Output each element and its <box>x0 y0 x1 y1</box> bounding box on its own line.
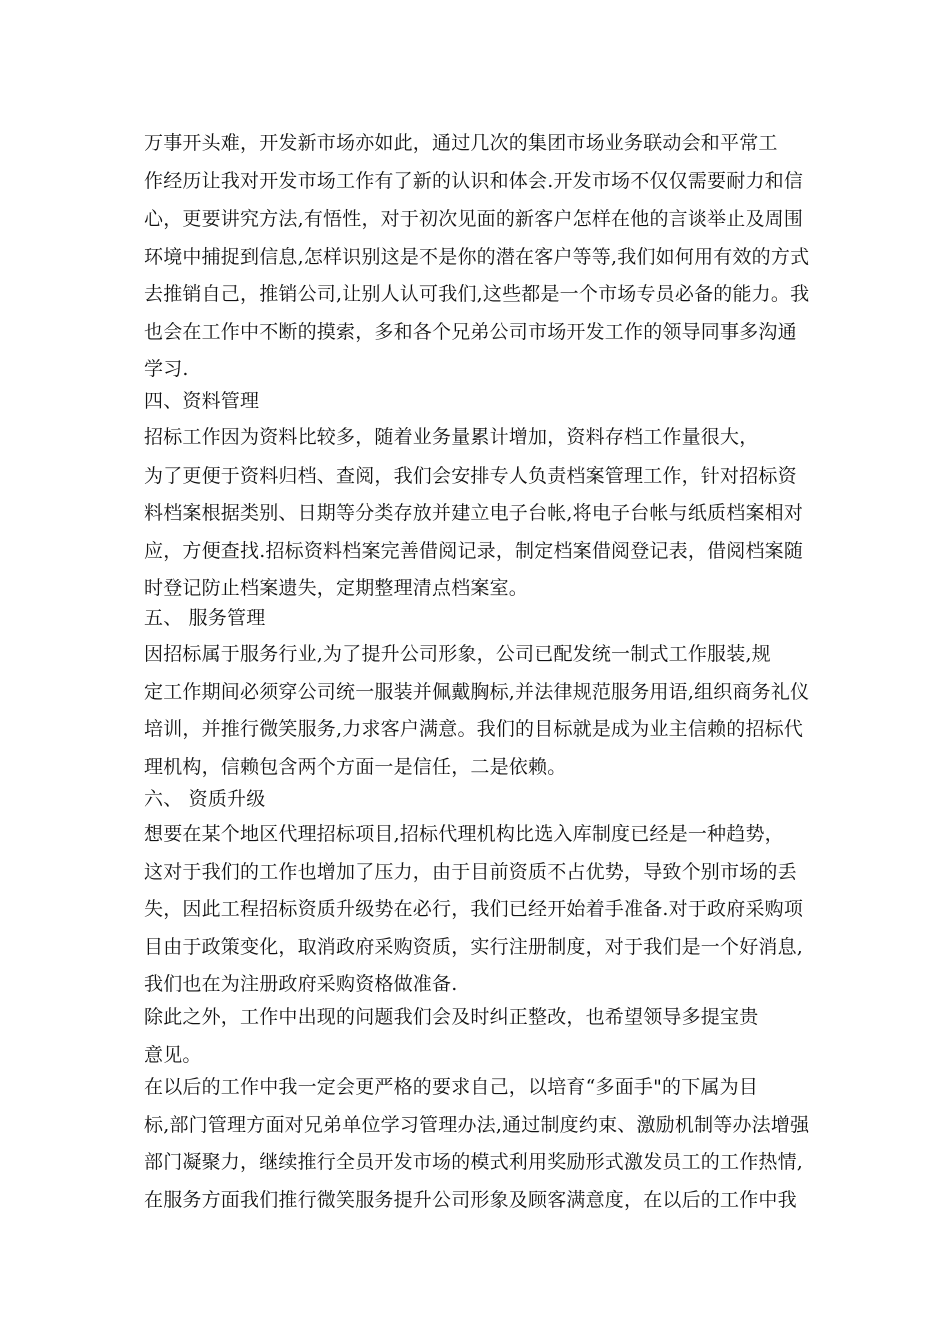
text-line: 作经历让我对开发市场工作有了新的认识和体会.开发市场不仅仅需要耐力和信 <box>144 170 804 192</box>
text-line: 招标工作因为资料比较多，随着业务量累计增加，资料存档工作量很大， <box>144 426 759 448</box>
text-line: 心，更要讲究方法,有悟性，对于初次见面的新客户怎样在他的言谈举止及周围 <box>144 208 804 230</box>
text-line: 我们也在为注册政府采购资格做准备. <box>144 973 458 995</box>
text-line: 因招标属于服务行业,为了提升公司形象，公司已配发统一制式工作服装,规 <box>144 643 771 665</box>
text-line: 培训，并推行微笑服务,力求客户满意。我们的目标就是成为业主信赖的招标代 <box>144 718 804 740</box>
text-line: 意见。 <box>144 1044 202 1066</box>
text-line: 目由于政策变化，取消政府采购资质，实行注册制度，对于我们是一个好消息, <box>144 936 804 958</box>
section-heading: 五、 服务管理 <box>144 607 266 629</box>
text-line: 这对于我们的工作也增加了压力，由于目前资质不占优势，导致个别市场的丢 <box>144 861 797 883</box>
text-line: 标,部门管理方面对兄弟单位学习管理办法,通过制度约束、激励机制等办法增强 <box>144 1114 810 1136</box>
section-heading: 六、 资质升级 <box>144 788 266 810</box>
text-line: 也会在工作中不断的摸索，多和各个兄弟公司市场开发工作的领导同事多沟通 <box>144 321 797 343</box>
text-line: 学习. <box>144 358 189 380</box>
section-heading: 四、资料管理 <box>144 390 260 412</box>
text-line: 在以后的工作中我一定会更严格的要求自己，以培育“多面手"的下属为目 <box>144 1076 759 1098</box>
text-line: 失，因此工程招标资质升级势在必行，我们已经开始着手准备.对于政府采购项 <box>144 898 804 920</box>
text-line: 去推销自己，推销公司,让别人认可我们,这些都是一个市场专员必备的能力。我 <box>144 283 810 305</box>
text-line: 部门凝聚力，继续推行全员开发市场的模式利用奖励形式激发员工的工作热情, <box>144 1151 804 1173</box>
text-line: 环境中捕捉到信息,怎样识别这是不是你的潜在客户等等,我们如何用有效的方式 <box>144 246 810 268</box>
text-line: 想要在某个地区代理招标项目,招标代理机构比选入库制度已经是一种趋势， <box>144 823 784 845</box>
text-line: 在服务方面我们推行微笑服务提升公司形象及顾客满意度，在以后的工作中我 <box>144 1189 797 1211</box>
text-line: 为了更便于资料归档、查阅，我们会安排专人负责档案管理工作，针对招标资 <box>144 465 797 487</box>
text-line: 除此之外，工作中出现的问题我们会及时纠正整改，也希望领导多提宝贵 <box>144 1006 759 1028</box>
text-line: 万事开头难，开发新市场亦如此，通过几次的集团市场业务联动会和平常工 <box>144 132 778 154</box>
text-line: 料档案根据类别、日期等分类存放并建立电子台帐,将电子台帐与纸质档案相对 <box>144 502 804 524</box>
text-line: 定工作期间必须穿公司统一服装并佩戴胸标,并法律规范服务用语,组织商务礼仪 <box>144 681 810 703</box>
text-line: 时登记防止档案遗失，定期整理清点档案室。 <box>144 577 529 599</box>
text-line: 应，方便查找.招标资料档案完善借阅记录，制定档案借阅登记表，借阅档案随 <box>144 540 804 562</box>
text-line: 理机构，信赖包含两个方面一是信任，二是依赖。 <box>144 756 567 778</box>
